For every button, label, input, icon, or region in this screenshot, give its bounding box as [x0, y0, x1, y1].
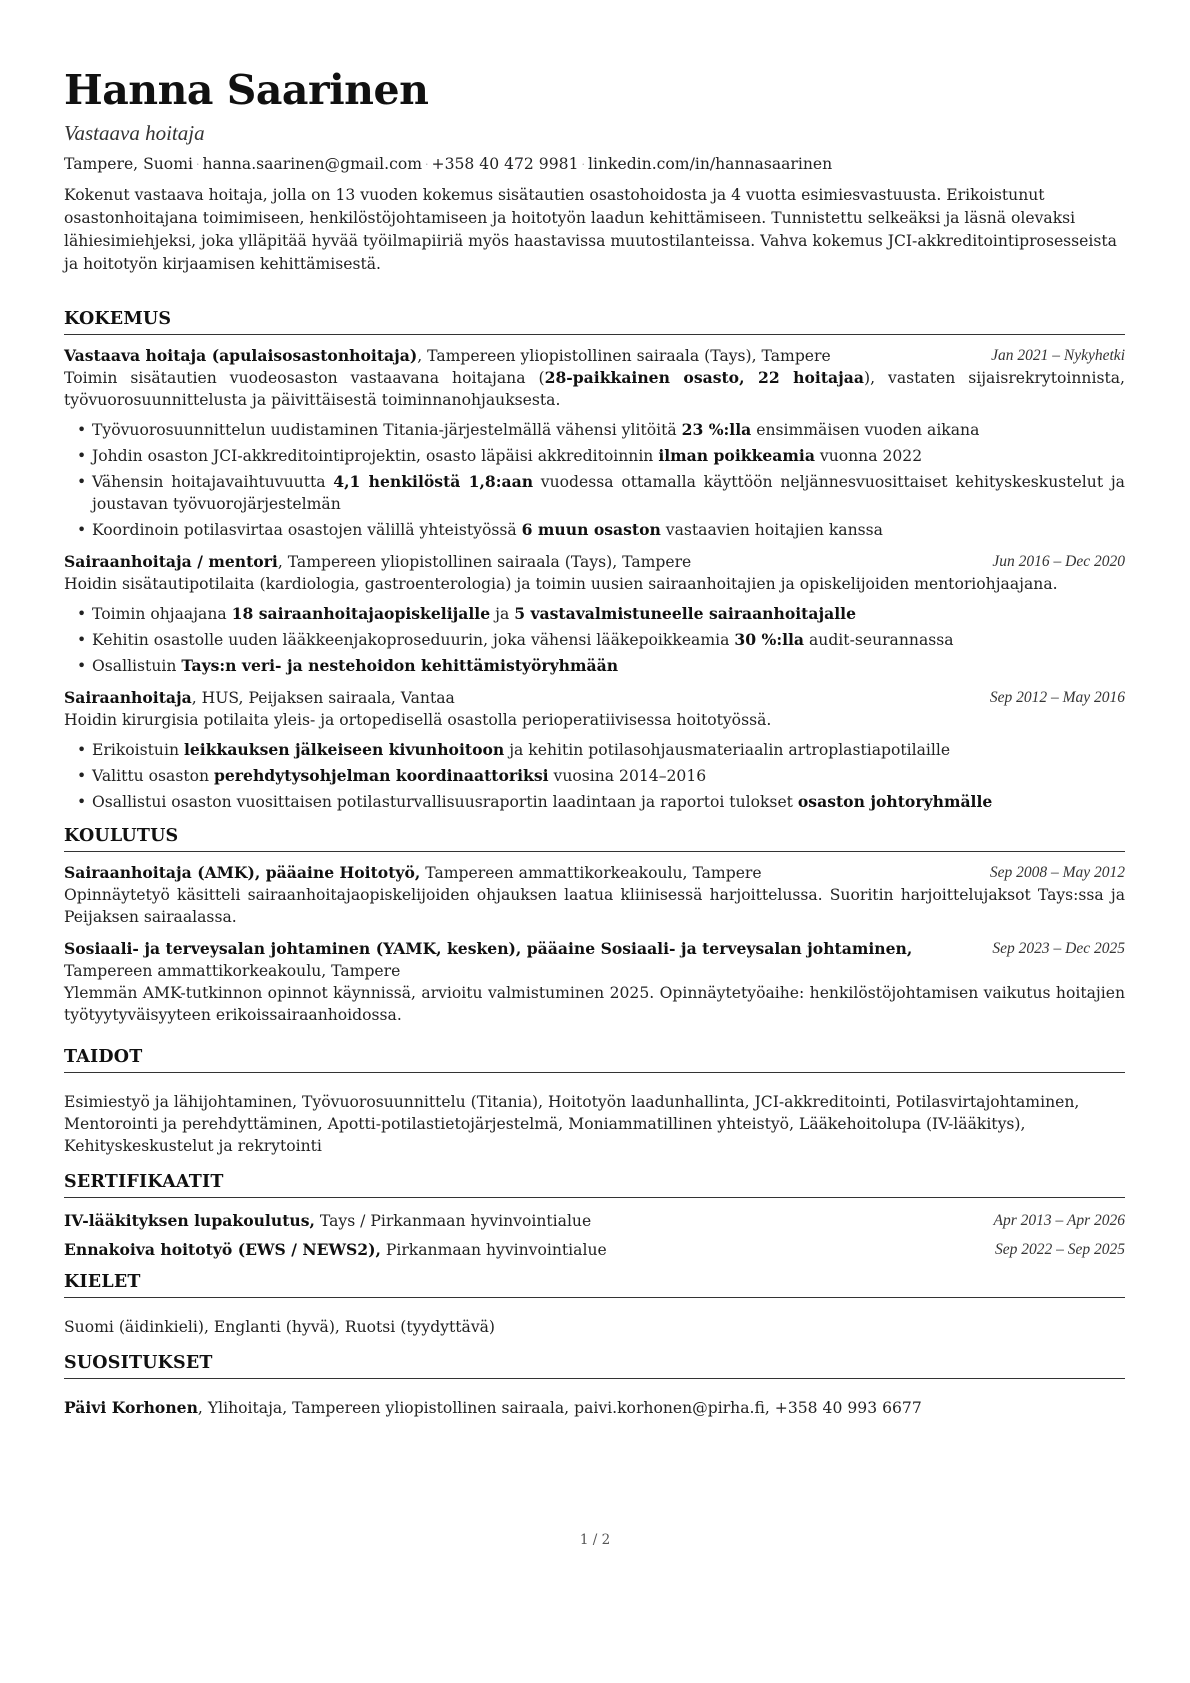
text-run: Osallistui osaston vuosittaisen potilasturvallisuusraportin laadintaan ja raportoi tulokset — [92, 793, 798, 811]
emphasis-text: 18 sairaanhoitajaopiskelijalle — [231, 604, 491, 623]
date-range: Jan 2021 – Nykyhetki — [991, 347, 1125, 364]
entry-header — [64, 862, 1125, 884]
emphasis-text: 5 vastavalmistuneelle sairaanhoitajalle — [514, 604, 856, 623]
organization: , Tampereen yliopistollinen sairaala (Tays), Tampere — [277, 553, 692, 571]
experience-entry — [64, 345, 1125, 541]
achievement-item — [92, 739, 1125, 761]
date-range: Sep 2008 – May 2012 — [989, 864, 1125, 881]
entry-title — [64, 938, 992, 982]
achievement-item — [92, 765, 1125, 787]
text-run: ja — [490, 605, 515, 623]
emphasis-text: 28-paikkainen osasto, 22 hoitajaa — [544, 368, 864, 387]
education-entry — [64, 938, 1125, 1026]
achievement-list — [64, 739, 1125, 813]
emphasis-text: 4,1 henkilöstä 1,8:aan — [333, 472, 534, 491]
entry-description: Ylemmän AMK-tutkinnon opinnot käynnissä, arvioitu valmistuminen 2025. Opinnäytetyöaihe: henkilöstöjohtamisen vaikutus hoitajien työtyytyväisyyteen erikoissairaanhoidossa. — [64, 984, 1125, 1024]
institution: Tampereen ammattikorkeakoulu, Tampere — [420, 864, 762, 882]
text-run: vuosina 2014–2016 — [548, 767, 707, 785]
achievement-list — [64, 419, 1125, 541]
date-range: Apr 2013 – Apr 2026 — [993, 1212, 1125, 1229]
text-run: Koordinoin potilasvirtaa osastojen välillä yhteistyössä — [92, 521, 522, 539]
text-run: ja kehitin potilasohjausmateriaalin artroplastiapotilaille — [504, 741, 951, 759]
entry-header — [64, 345, 1125, 367]
text-run: Toimin sisätautien vuodeosaston vastaavana hoitajana ( — [64, 369, 545, 387]
role-title: Vastaava hoitaja (apulaisosastonhoitaja) — [64, 346, 418, 365]
phone-number[interactable]: +358 40 472 9981 — [431, 155, 579, 173]
achievement-item — [92, 655, 1125, 677]
text-run: Työvuorosuunnittelun uudistaminen Titania-järjestelmällä vähensi ylitöitä — [92, 421, 682, 439]
role-title: Sairaanhoitaja / mentori — [64, 552, 278, 571]
entry-description — [64, 367, 1125, 411]
skills-section — [64, 1044, 1125, 1157]
section-heading: SUOSITUKSET — [64, 1350, 1125, 1379]
separator: · — [195, 158, 200, 171]
text-run: ensimmäisen vuoden aikana — [751, 421, 980, 439]
experience-list — [64, 345, 1125, 813]
text-run: ), vastaten sijaisrekrytoinnista, työvuorosuunnittelusta ja päivittäisestä toiminnanohjauksesta. — [64, 369, 1125, 409]
location: Tampere, Suomi — [64, 155, 193, 173]
text-run: Hoidin sisätautipotilaita (kardiologia, gastroenterologia) ja toimin uusien sairaanhoitajien ja opiskelijoiden mentoriohjaajana. — [64, 575, 1058, 593]
achievement-item — [92, 791, 1125, 813]
achievement-item — [92, 445, 1125, 467]
emphasis-text: osaston johtoryhmälle — [797, 792, 993, 811]
text-run: Valittu osaston — [92, 767, 214, 785]
certificate-issuer: Tays / Pirkanmaan hyvinvointialue — [314, 1212, 592, 1230]
achievement-list — [64, 603, 1125, 677]
role-title: Sairaanhoitaja — [64, 688, 192, 707]
section-heading: SERTIFIKAATIT — [64, 1169, 1125, 1198]
text-run: Osallistuin — [92, 657, 182, 675]
text-run: Hoidin kirurgisia potilaita yleis- ja ortopedisellä osastolla perioperatiivisessa hoitotyössä. — [64, 711, 772, 729]
linkedin-link[interactable]: linkedin.com/in/hannasaarinen — [588, 155, 833, 173]
organization: , Tampereen yliopistollinen sairaala (Tays), Tampere — [417, 347, 831, 365]
education-section — [64, 823, 1125, 1026]
separator: · — [425, 158, 429, 171]
achievement-item — [92, 419, 1125, 441]
email-link[interactable]: hanna.saarinen@gmail.com — [202, 155, 422, 173]
entry-description — [64, 573, 1125, 595]
certificate-title — [64, 1239, 995, 1261]
entry-description: Opinnäytetyö käsitteli sairaanhoitajaopiskelijoiden ohjauksen laatua kliinisessä harjoittelussa. Suoritin harjoittelujaksot Tays:ssa ja Peijaksen sairaalassa. — [64, 886, 1125, 926]
certificate-list — [64, 1210, 1125, 1261]
languages-text: Suomi (äidinkieli), Englanti (hyvä), Ruotsi (tyydyttävä) — [64, 1318, 496, 1336]
achievement-item — [92, 603, 1125, 625]
text-run: audit-seurannassa — [804, 631, 954, 649]
education-entry — [64, 862, 1125, 928]
date-range: Sep 2022 – Sep 2025 — [994, 1241, 1125, 1258]
page-number: 1 / 2 — [579, 1532, 611, 1548]
date-range: Jun 2016 – Dec 2020 — [992, 553, 1125, 570]
emphasis-text: 30 %:lla — [734, 630, 805, 649]
achievement-item — [92, 471, 1125, 515]
certificates-section — [64, 1169, 1125, 1261]
section-heading: KIELET — [64, 1269, 1125, 1298]
text-run: Johdin osaston JCI-akkreditointiprojektin, osasto läpäisi akkreditoinnin — [92, 447, 659, 465]
text-run: Vähensin hoitajavaihtuvuutta — [92, 473, 334, 491]
date-range: Sep 2023 – Dec 2025 — [992, 940, 1125, 957]
certificate-name: IV-lääkityksen lupakoulutus, — [64, 1211, 315, 1230]
text-run: Erikoistuin — [92, 741, 184, 759]
organization: , HUS, Peijaksen sairaala, Vantaa — [191, 689, 455, 707]
emphasis-text: leikkauksen jälkeiseen kivunhoitoon — [183, 740, 505, 759]
emphasis-text: ilman poikkeamia — [658, 446, 815, 465]
certificate-item — [64, 1210, 1125, 1232]
certificate-title — [64, 1210, 994, 1232]
entry-description — [64, 709, 1125, 731]
skills-text: Esimiestyö ja lähijohtaminen, Työvuorosuunnittelu (Titania), Hoitotyön laadunhallinta, JCI-akkreditointi, Potilasvirtajohtaminen, Mentorointi ja perehdyttäminen, Apotti-potilastietojärjestelmä, Moniammatillinen yhteistyö, Lääkehoitolupa (IV-lääkitys), Kehityskeskustelut ja rekrytointi — [64, 1093, 1080, 1155]
achievement-item — [92, 629, 1125, 651]
entry-title — [64, 862, 990, 884]
experience-entry — [64, 551, 1125, 677]
contact-line — [64, 152, 1125, 178]
emphasis-text: Tays:n veri- ja nestehoidon kehittämistyöryhmään — [181, 656, 619, 675]
entry-header — [64, 938, 1125, 982]
text-run: vuonna 2022 — [814, 447, 923, 465]
reference-entry — [64, 1397, 1125, 1419]
entry-title — [64, 551, 992, 573]
text-run: Kehitin osastolle uuden lääkkeenjakoproseduurin, joka vähensi lääkepoikkeamia — [92, 631, 735, 649]
job-title: Vastaava hoitaja — [64, 121, 205, 145]
certificate-name: Ennakoiva hoitotyö (EWS / NEWS2), — [64, 1240, 381, 1259]
candidate-name: Hanna Saarinen — [64, 66, 429, 114]
reference-details: , Ylihoitaja, Tampereen yliopistollinen sairaala, paivi.korhonen@pirha.fi, +358 40 993 6677 — [197, 1399, 922, 1417]
emphasis-text: 6 muun osaston — [521, 520, 661, 539]
text-run: vuodessa ottamalla käyttöön neljännesvuosittaiset kehityskeskustelut ja joustavan työvuorojärjestelmän — [92, 473, 1125, 513]
entry-title — [64, 345, 991, 367]
institution: Tampereen ammattikorkeakoulu, Tampere — [64, 962, 401, 980]
degree-title: Sosiaali- ja terveysalan johtaminen (YAMK, kesken), pääaine Sosiaali- ja terveysalan johtaminen, — [64, 939, 913, 958]
references-section — [64, 1350, 1125, 1419]
certificate-issuer: Pirkanmaan hyvinvointialue — [380, 1241, 607, 1259]
section-heading: KOULUTUS — [64, 823, 1125, 852]
text-run: Toimin ohjaajana — [92, 605, 232, 623]
emphasis-text: perehdytysohjelman koordinaattoriksi — [213, 766, 549, 785]
degree-title: Sairaanhoitaja (AMK), pääaine Hoitotyö, — [64, 863, 421, 882]
resume-page — [64, 64, 1125, 1419]
achievement-item — [92, 519, 1125, 541]
date-range: Sep 2012 – May 2016 — [989, 689, 1125, 706]
reference-name: Päivi Korhonen — [64, 1398, 198, 1417]
experience-entry — [64, 687, 1125, 813]
entry-header — [64, 687, 1125, 709]
separator: · — [581, 158, 585, 171]
certificate-item — [64, 1239, 1125, 1261]
entry-title — [64, 687, 990, 709]
profile-summary: Kokenut vastaava hoitaja, jolla on 13 vuoden kokemus sisätautien osastohoidosta ja 4 vuotta esimiesvastuusta. Erikoistunut osastonhoitajana toimimiseen, henkilöstöjohtamiseen ja hoitotyön laadun kehittämiseen. Tunnistettu selkeäksi ja läsnä olevaksi lähiesimiehjeksi, joka ylläpitää hyvää työilmapiiriä myös haastavissa muutostilanteissa. Vahva kokemus JCI-akkreditointiprosesseista ja hoitotyön kirjaamisen kehittämisestä. — [64, 186, 1117, 273]
entry-header — [64, 551, 1125, 573]
languages-section — [64, 1269, 1125, 1338]
education-list — [64, 862, 1125, 1026]
section-heading: KOKEMUS — [64, 306, 1125, 335]
text-run: vastaavien hoitajien kanssa — [660, 521, 883, 539]
emphasis-text: 23 %:lla — [681, 420, 752, 439]
experience-section — [64, 306, 1125, 813]
section-heading: TAIDOT — [64, 1044, 1125, 1073]
